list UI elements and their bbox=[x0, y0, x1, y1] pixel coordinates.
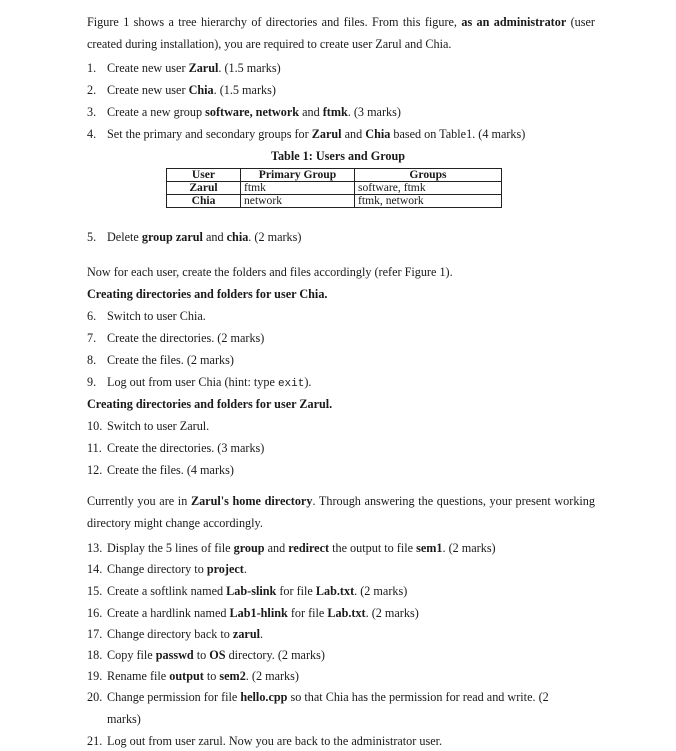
list-item-11: 11. Create the directories. (3 marks) bbox=[87, 441, 265, 455]
section-heading-zarul: Creating directories and folders for user Zarul. bbox=[87, 397, 333, 411]
list-item-2: 2. Create new user Chia. (1.5 marks) bbox=[87, 83, 276, 97]
list-item-16: 16. Create a hardlink named Lab1-hlink for file Lab.txt. (2 marks) bbox=[87, 606, 419, 620]
list-item-1: 1. Create new user Zarul. (1.5 marks) bbox=[87, 61, 281, 75]
list-item-13: 13. Display the 5 lines of file group and redirect the output to file sem1. (2 marks) bbox=[87, 541, 496, 555]
list-item-3: 3. Create a new group software, network and ftmk. (3 marks) bbox=[87, 105, 401, 119]
list-item-4: 4. Set the primary and secondary groups for Zarul and Chia based on Table1. (4 marks) bbox=[87, 127, 526, 141]
table-cell-primary-group: network bbox=[241, 195, 355, 208]
section-heading-chia: Creating directories and folders for user Chia. bbox=[87, 287, 328, 301]
column-header-groups: Groups bbox=[355, 169, 502, 182]
table-cell-groups: software, ftmk bbox=[355, 182, 502, 195]
list-item-20: 20. Change permission for file hello.cpp so that Chia has the permission for read and write. (2 bbox=[87, 690, 549, 704]
list-item-10: 10. Switch to user Zarul. bbox=[87, 419, 210, 433]
list-item-19: 19. Rename file output to sem2. (2 marks) bbox=[87, 669, 299, 683]
list-item-12: 12. Create the files. (4 marks) bbox=[87, 463, 234, 477]
table-cell-groups: ftmk, network bbox=[355, 195, 502, 208]
list-item-15: 15. Create a softlink named Lab-slink for file Lab.txt. (2 marks) bbox=[87, 584, 408, 598]
table-row bbox=[167, 182, 502, 195]
intro-text-2: (user created during installation), you are required to create user Zarul and Chia. bbox=[87, 15, 595, 51]
users-groups-table bbox=[166, 168, 502, 208]
intro-bold: as an administrator bbox=[461, 15, 567, 29]
table-caption: Table 1: Users and Group bbox=[270, 149, 406, 163]
list-item-18: 18. Copy file passwd to OS directory. (2 marks) bbox=[87, 648, 325, 662]
list-item-5: 5. Delete group zarul and chia. (2 marks) bbox=[87, 230, 302, 244]
column-header-user: User bbox=[167, 169, 241, 182]
code-exit: exit bbox=[277, 378, 305, 390]
list-item-9: 9. Log out from user Chia (hint: type exit). bbox=[87, 375, 312, 390]
intro-paragraph bbox=[87, 11, 595, 55]
table-cell-user: Zarul bbox=[167, 182, 241, 195]
instruction-paragraph: Now for each user, create the folders and files accordingly (refer Figure 1). bbox=[87, 265, 453, 279]
table-header-row bbox=[167, 169, 502, 182]
table-cell-primary-group: ftmk bbox=[241, 182, 355, 195]
table-cell-user: Chia bbox=[167, 195, 241, 208]
list-item-17: 17. Change directory back to zarul. bbox=[87, 627, 264, 641]
intro-text: Figure 1 shows a tree hierarchy of directories and files. From this figure, bbox=[87, 15, 462, 29]
column-header-primary-group: Primary Group bbox=[241, 169, 355, 182]
list-item-14: 14. Change directory to project. bbox=[87, 562, 247, 576]
list-item-21: 21. Log out from user zarul. Now you are back to the administrator user. bbox=[87, 734, 443, 748]
table-row bbox=[167, 195, 502, 208]
context-paragraph: Currently you are in Zarul's home directory. Through answering the questions, your present working directory might change accordingly. bbox=[87, 494, 595, 530]
list-item-8: 8. Create the files. (2 marks) bbox=[87, 353, 234, 367]
list-item-6: 6. Switch to user Chia. bbox=[87, 309, 206, 323]
list-item-20-continuation: marks) bbox=[107, 712, 141, 726]
list-item-7: 7. Create the directories. (2 marks) bbox=[87, 331, 265, 345]
